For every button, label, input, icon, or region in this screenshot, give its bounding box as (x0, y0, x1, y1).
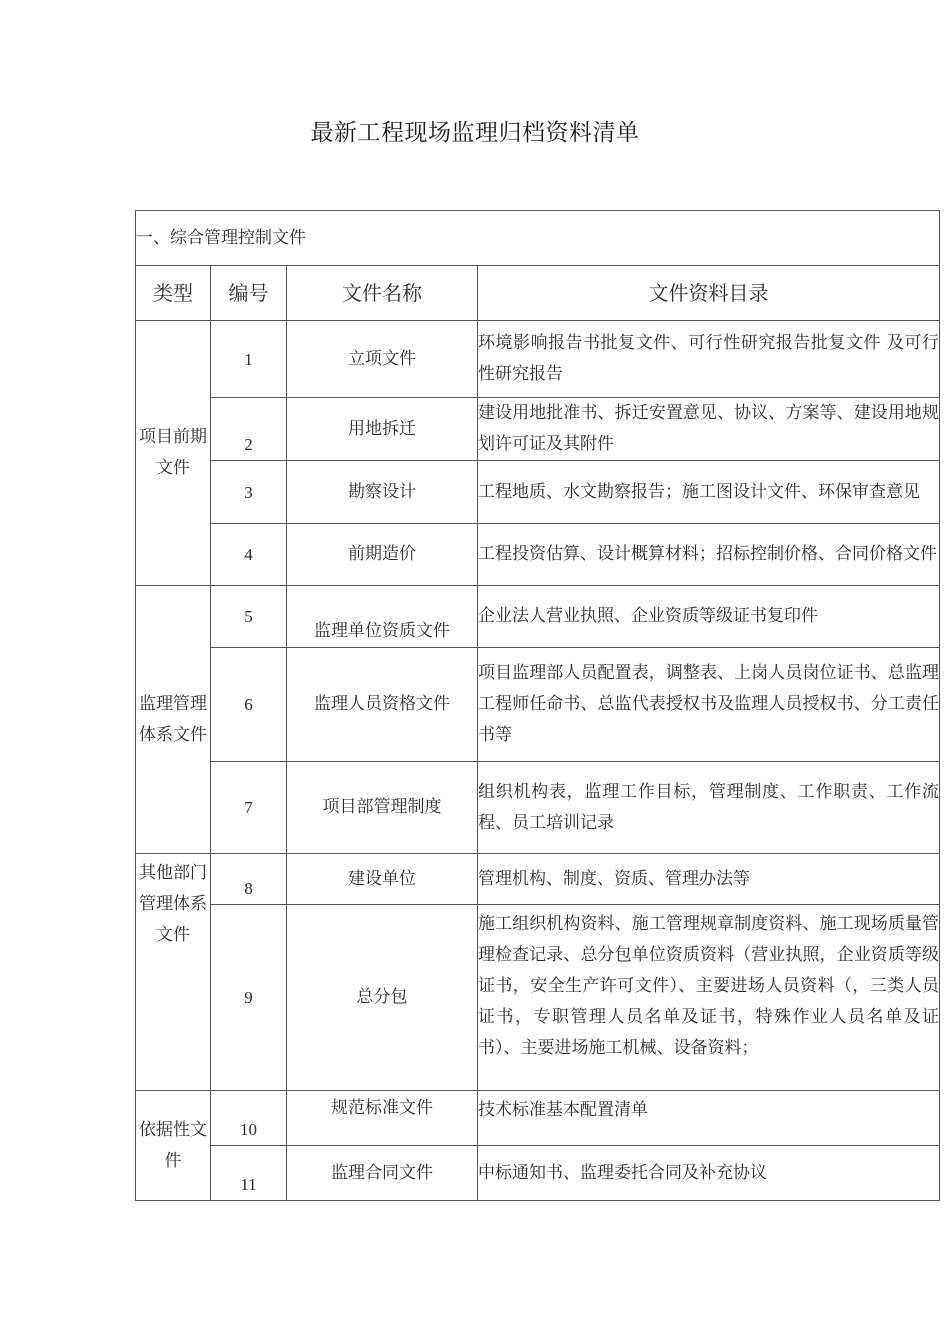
row-number: 6 (211, 648, 287, 762)
header-type: 类型 (136, 266, 211, 321)
row-number: 8 (211, 854, 287, 905)
row-catalog: 管理机构、制度、资质、管理办法等 (478, 854, 940, 905)
table-row (136, 1091, 940, 1146)
table-row (136, 398, 940, 461)
row-file-name: 勘察设计 (287, 461, 478, 524)
row-catalog: 工程投资估算、设计概算材料；招标控制价格、合同价格文件 (478, 524, 940, 586)
page-title: 最新工程现场监理归档资料清单 (310, 120, 640, 146)
table-row (136, 854, 940, 905)
archive-table (135, 210, 940, 1201)
row-number: 3 (211, 461, 287, 524)
header-number: 编号 (211, 266, 287, 321)
row-file-name: 监理合同文件 (287, 1146, 478, 1201)
row-file-name: 监理单位资质文件 (287, 586, 478, 648)
row-catalog: 企业法人营业执照、企业资质等级证书复印件 (478, 586, 940, 648)
header-catalog: 文件资料目录 (478, 266, 940, 321)
table-row (136, 524, 940, 586)
row-catalog: 中标通知书、监理委托合同及补充协议 (478, 1146, 940, 1201)
header-name: 文件名称 (287, 266, 478, 321)
table-row (136, 762, 940, 854)
row-number: 4 (211, 524, 287, 586)
table-row (136, 461, 940, 524)
group-type: 项目前期文件 (136, 321, 211, 586)
row-catalog: 工程地质、水文勘察报告；施工图设计文件、环保审查意见 (478, 461, 940, 524)
row-number: 7 (211, 762, 287, 854)
row-catalog: 项目监理部人员配置表，调整表、上岗人员岗位证书、总监理工程师任命书、总监代表授权书及监理人员授权书、分工责任书等 (478, 648, 940, 762)
group-type: 其他部门管理体系文件 (136, 854, 211, 1091)
row-catalog: 环境影响报告书批复文件、可行性研究报告批复文件 及可行性研究报告 (478, 321, 940, 398)
row-catalog: 技术标准基本配置清单 (478, 1091, 940, 1146)
group-type: 监理管理体系文件 (136, 586, 211, 854)
row-number: 10 (211, 1091, 287, 1146)
table-row (136, 1146, 940, 1201)
row-catalog: 施工组织机构资料、施工管理规章制度资料、施工现场质量管理检查记录、总分包单位资质资料（营业执照，企业资质等级证书，安全生产许可文件）、主要进场人员资料（，三类人员证书，专职管理人员名单及证书，特殊作业人员名单及证书）、主要进场施工机械、设备资料； (478, 905, 940, 1091)
table-row (136, 905, 940, 1091)
row-file-name: 规范标准文件 (287, 1091, 478, 1146)
row-number: 1 (211, 321, 287, 398)
group-type: 依据性文件 (136, 1091, 211, 1201)
row-file-name: 监理人员资格文件 (287, 648, 478, 762)
row-number: 11 (211, 1146, 287, 1201)
row-file-name: 总分包 (287, 905, 478, 1091)
table-row (136, 648, 940, 762)
row-catalog: 建设用地批准书、拆迁安置意见、协议、方案等、建设用地规划许可证及其附件 (478, 398, 940, 461)
row-number: 2 (211, 398, 287, 461)
row-file-name: 项目部管理制度 (287, 762, 478, 854)
row-number: 5 (211, 586, 287, 648)
row-file-name: 建设单位 (287, 854, 478, 905)
table-row (136, 321, 940, 398)
section-heading: 一、综合管理控制文件 (136, 211, 940, 266)
table-header-row (136, 266, 940, 321)
row-file-name: 用地拆迁 (287, 398, 478, 461)
row-file-name: 前期造价 (287, 524, 478, 586)
row-number: 9 (211, 905, 287, 1091)
row-file-name: 立项文件 (287, 321, 478, 398)
row-catalog: 组织机构表，监理工作目标，管理制度、工作职责、工作流程、员工培训记录 (478, 762, 940, 854)
table-row (136, 586, 940, 648)
